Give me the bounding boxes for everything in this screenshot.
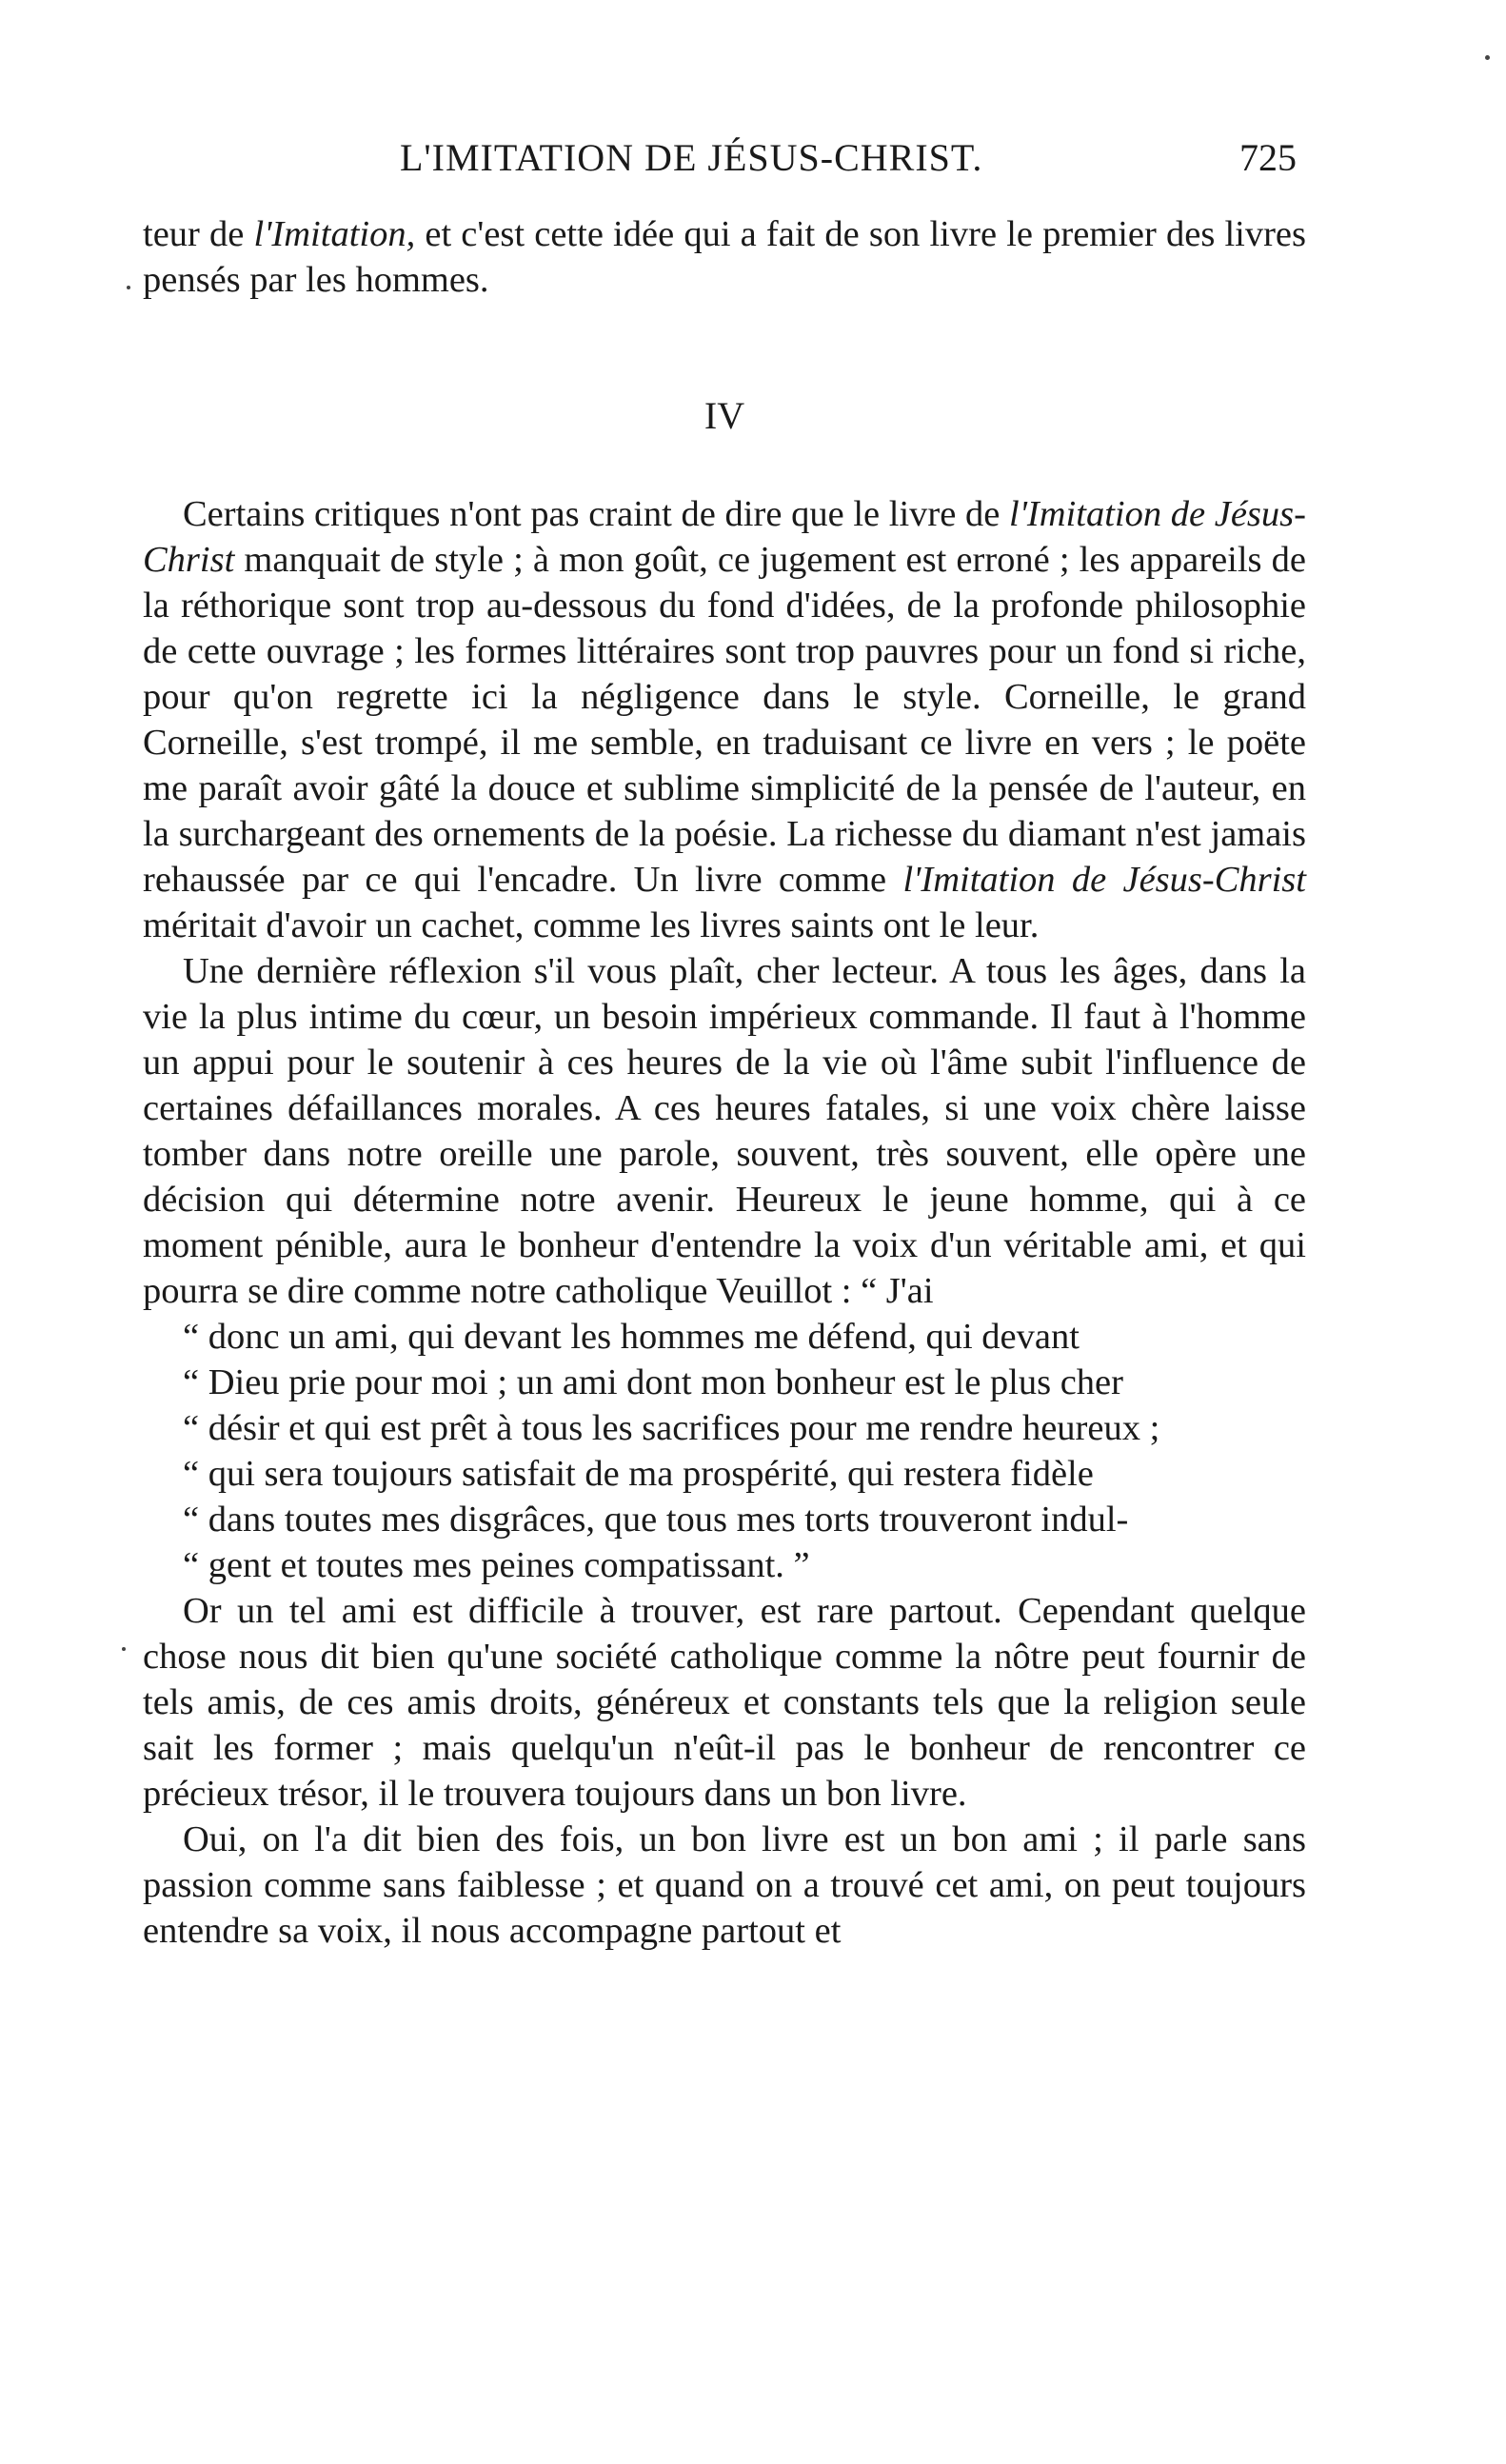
text-run: teur de <box>143 214 254 254</box>
text-run: manquait de style ; à mon goût, ce jugement est erroné ; les appareils de la réthorique sont trop au-dessous du fond d'idées, de la profonde philosophie de cette ouvrage ; les formes littéraires sont trop pauvres pour un fond si riche, pour qu'on regrette ici la négligence dans le style. Corneille, le grand Corneille, s'est trompé, il me semble, en traduisant ce livre en vers ; le poëte me paraît avoir gâté la douce et sublime simplicité de la pensée de l'auteur, en la surchargeant des ornements de la poésie. La richesse du diamant n'est jamais rehaussée par ce qui l'encadre. Un livre comme <box>143 540 1306 900</box>
page-header <box>143 135 1297 192</box>
quote-line: “ désir et qui est prêt à tous les sacrifices pour me rendre heureux ; <box>183 1408 1160 1448</box>
running-title: L'IMITATION DE JÉSUS-CHRIST. <box>400 136 983 179</box>
quote-line: “ donc un ami, qui devant les hommes me défend, qui devant <box>183 1317 1080 1357</box>
section-number: IV <box>703 394 745 437</box>
paragraph <box>143 491 1306 948</box>
text-run: méritait d'avoir un cachet, comme les livres saints ont le leur. <box>143 905 1040 945</box>
scan-speck <box>127 286 130 289</box>
text-run: Certains critiques n'ont pas craint de dire que le livre de <box>183 494 1009 534</box>
paragraph <box>143 1588 1306 1817</box>
quote-line: “ Dieu prie pour moi ; un ami dont mon bonheur est le plus cher <box>183 1362 1123 1402</box>
text-run: et c'est cette idée qui a fait de son livre le premier des livres pensés par les hommes. <box>143 214 1306 300</box>
scan-speck <box>1485 55 1490 60</box>
page-number: 725 <box>1239 136 1297 179</box>
italic-title: l'Imitation de Jésus-Christ <box>902 860 1306 900</box>
text-run: Oui, on l'a dit bien des fois, un bon livre est un bon ami ; il parle sans passion comme sans faiblesse ; et quand on a trouvé cet ami, on peut toujours entendre sa voix, il nous accompagne partout et <box>143 1819 1306 1951</box>
body-text <box>143 211 1306 1954</box>
quote-line: “ gent et toutes mes peines compatissant. ” <box>183 1545 810 1585</box>
paragraph <box>143 948 1306 1588</box>
quote-line: “ qui sera toujours satisfait de ma prospérité, qui restera fidèle <box>183 1454 1094 1494</box>
italic-title: l'Imitation de Jésus-Christ <box>143 494 1306 580</box>
paragraph <box>143 1817 1306 1954</box>
quote-line: “ dans toutes mes disgrâces, que tous mes torts trouveront indul- <box>183 1500 1129 1540</box>
text-run: Or un tel ami est difficile à trouver, est rare partout. Cependant quelque chose nous dit bien qu'une société catholique comme la nôtre peut fournir de tels amis, de ces amis droits, généreux et constants tels que la religion seule sait les former ; mais quelqu'un n'eût-il pas le bonheur de rencontrer ce précieux trésor, il le trouvera toujours dans un bon livre. <box>143 1591 1306 1814</box>
text-run: Une dernière réflexion s'il vous plaît, cher lecteur. A tous les âges, dans la vie la plus intime du cœur, un besoin impérieux commande. Il faut à l'homme un appui pour le soutenir à ces heures de la vie où l'âme subit l'influence de certaines défaillances morales. A ces heures fatales, si une voix chère laisse tomber dans notre oreille une parole, souvent, très souvent, elle opère une décision qui détermine notre avenir. Heureux le jeune homme, qui à ce moment pénible, aura le bonheur d'entendre la voix d'un véritable ami, et qui pourra se dire comme notre catholique Veuillot : “ J'ai <box>143 951 1306 1311</box>
paragraph-continuation <box>143 211 1306 303</box>
scan-speck <box>122 1647 126 1651</box>
italic-title: l'Imitation, <box>253 214 416 254</box>
